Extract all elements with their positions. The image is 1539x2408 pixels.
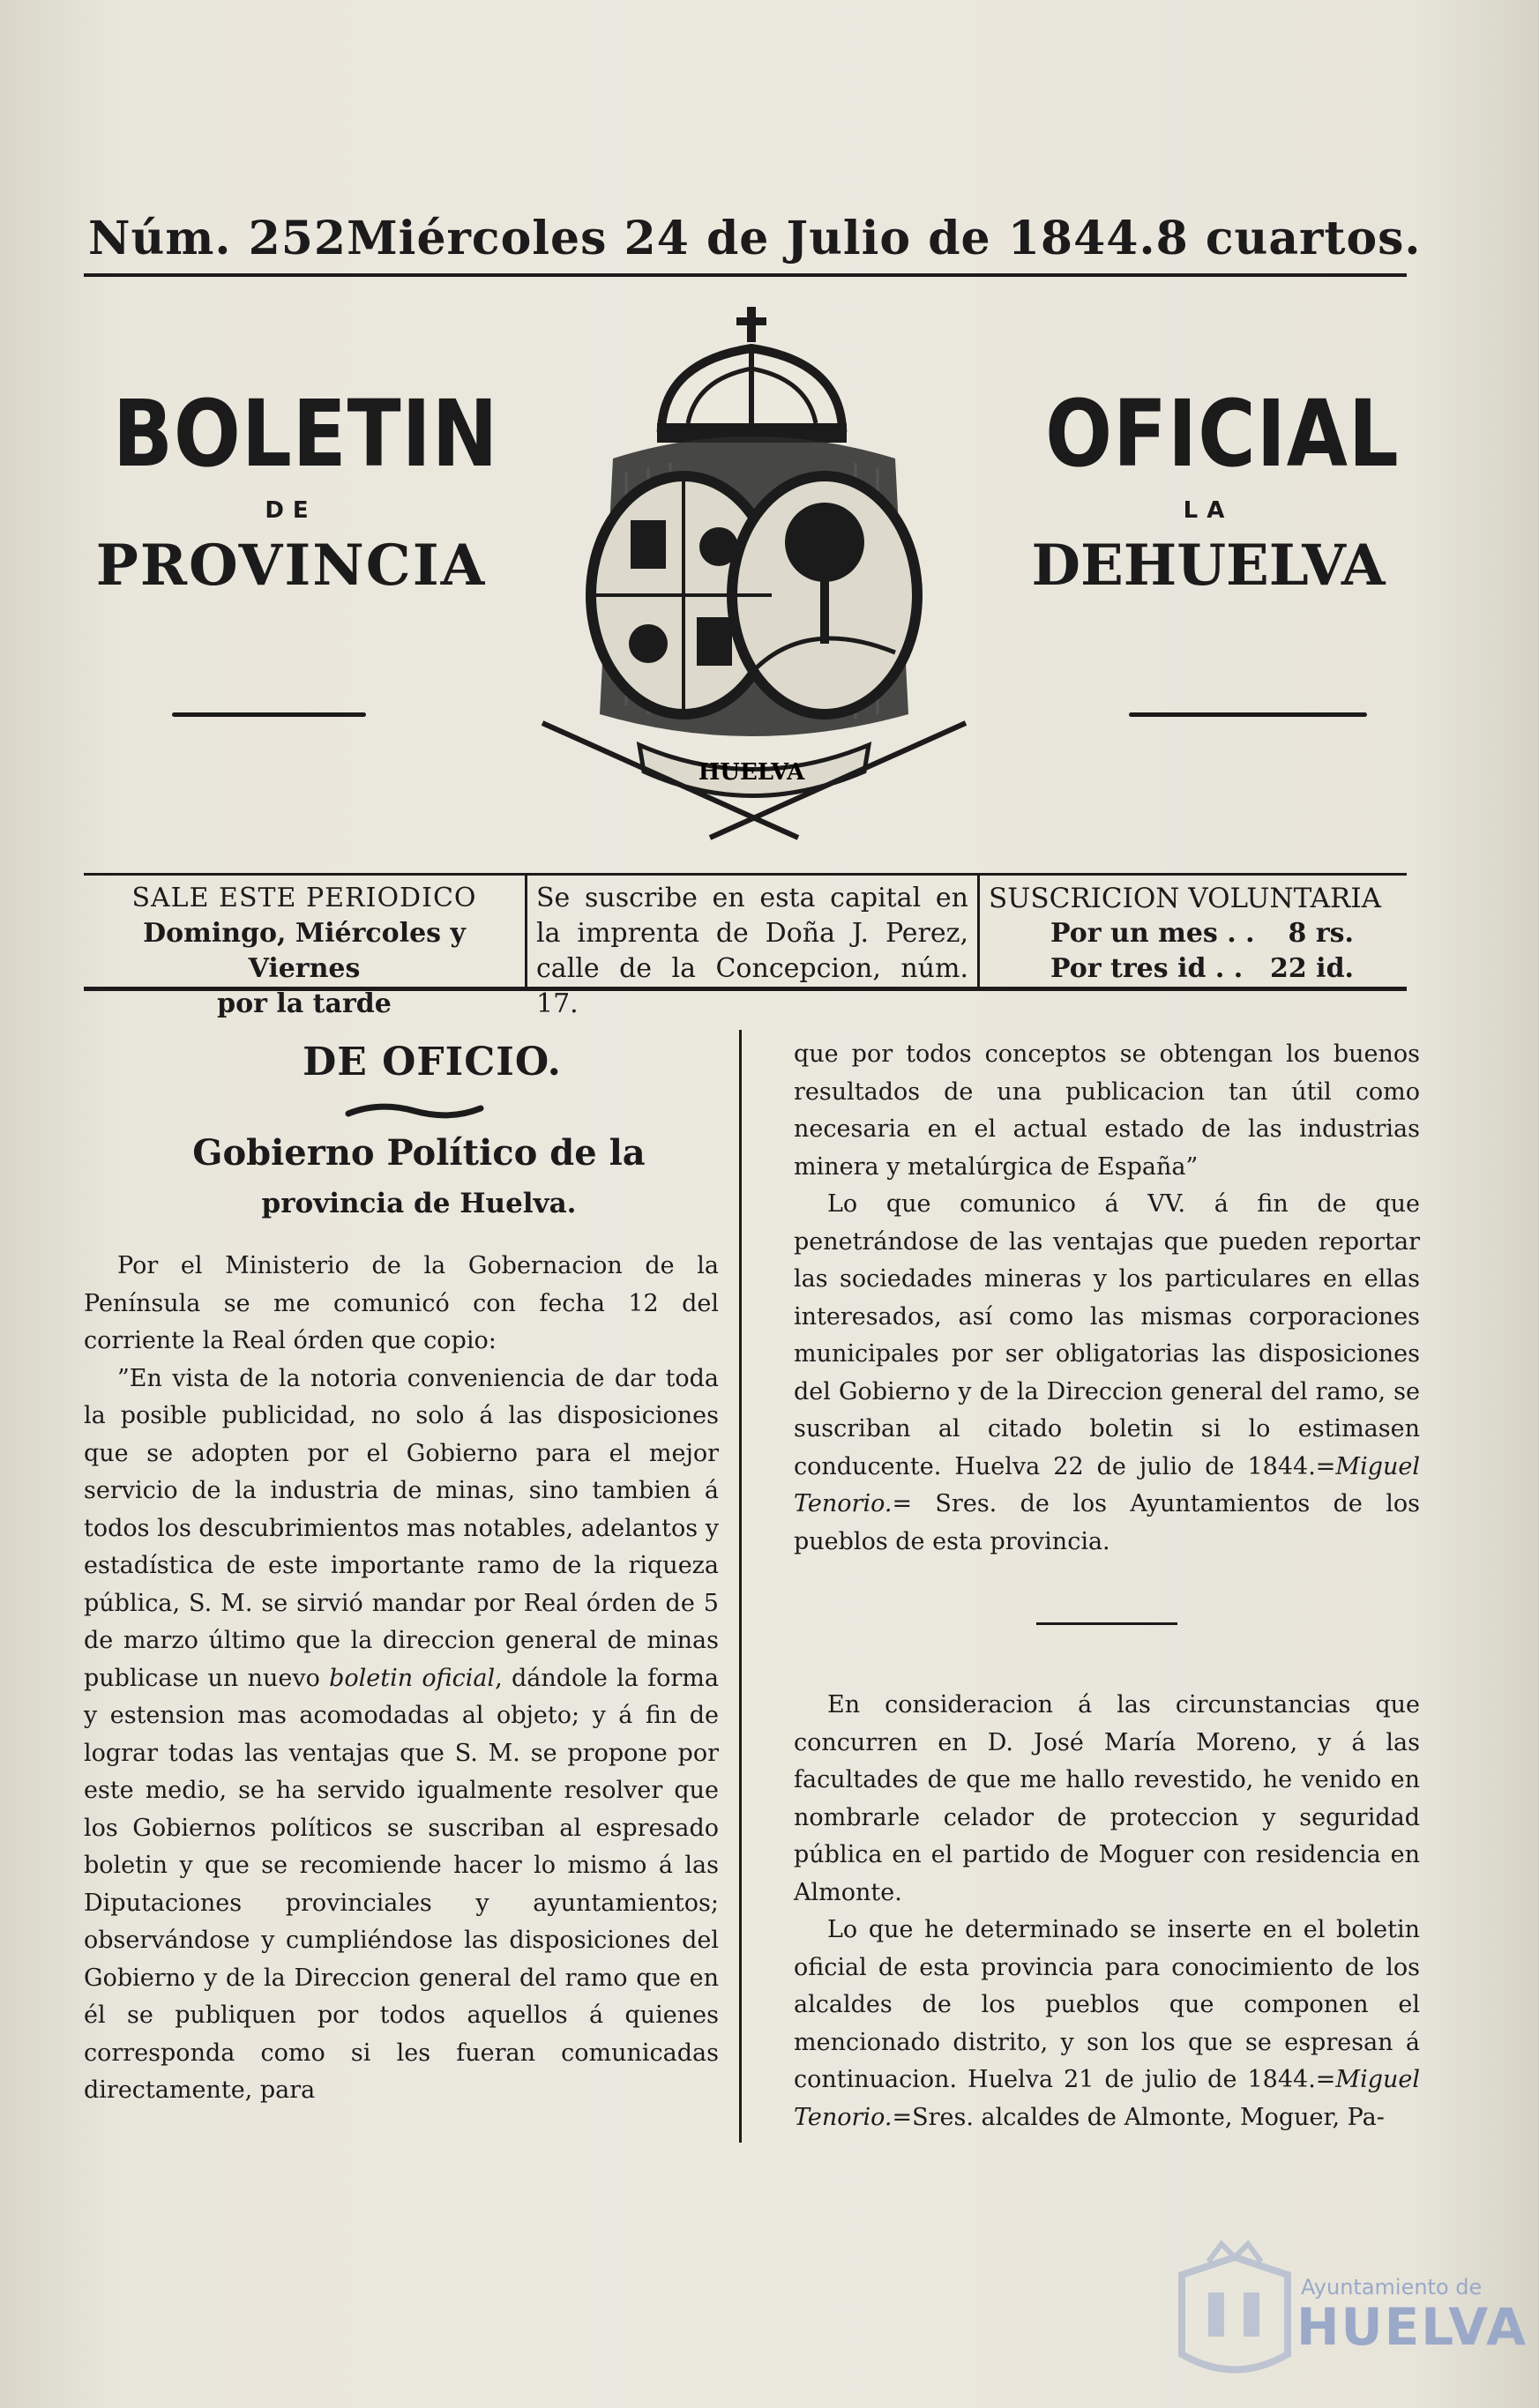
issue-date: Miércoles 24 de Julio de 1844. [347,212,1156,265]
price-value-three: 22 id. [1269,953,1354,984]
price-row-month [989,916,1407,951]
paragraph-2 [84,1361,719,2110]
masthead-word-boletin: BOLETIN [112,380,499,488]
paragraph-2-italic: boletin oficial [329,1664,496,1692]
paragraph-4-italic: Miguel Tenorio. [794,1452,1420,1517]
masthead-right [1019,380,1400,599]
article-heading: Gobierno Político de la [192,1132,646,1174]
paragraph-4-end: = Sres. de los Ayuntamientos de los pueblos de esta provincia. [794,1490,1420,1555]
paragraph-2-end: , dándole la forma y estension mas acomodadas al objeto; y á fin de lograr todas las ventajas que S. M. se propone por este medio, se ha servido igualmente resolver que los Gobiernos políticos se suscriban al espresado boletin y que se recomiende hacer lo mismo á las Diputaciones provinciales y ayuntamientos; observándose y cumpliéndose las disposiciones del Gobierno y de la Direccion general del ramo que en él se publiquen por todos aquellos á quienes corresponda como si les fueran comunicadas directamente, para [84,1664,720,2104]
dateline [88,212,1422,265]
dateline-rule [84,273,1407,277]
masthead-word-oficial: OFICIAL [1045,380,1400,488]
paragraph-4-text: Lo que comunico á VV. á fin de que penetrándose de las ventajas que pueden reportar las sociedades mineras y los particulares en ellas interesados, así como las mismas corporaciones municipales por ser obligatorias las disposiciones del Gobierno y de la Direccion general del ramo, se suscriban al citado boletin si lo estimasen conducente. Huelva 22 de julio de 1844.= [794,1190,1420,1480]
masthead-word-provincia: PROVINCIA [95,533,487,599]
watermark-line-2: HUELVA [1296,2297,1528,2357]
subscription-box [84,873,1407,1019]
price-label-month: Por un mes . . [1050,918,1255,949]
paragraph-1: Por el Ministerio de la Gobernacion de la Península se me comunicó con fecha 12 del corriente la Real órden que copio: [84,1252,719,1354]
separator-rule [1036,1622,1177,1625]
subscription-where: Se suscribe en esta capital en la imprenta de Doña J. Perez, calle de la Concepcion, núm. 17. [527,876,980,987]
ornament-icon [344,1101,485,1121]
masthead-word-de: DE [265,497,318,524]
article-subheading: provincia de Huelva. [261,1188,577,1219]
crest-ribbon-text: HUELVA [698,759,805,786]
crest-icon [507,300,1001,846]
paragraph-3: que por todos conceptos se obtengan los buenos resultados de una publicacion tan útil como necesaria en el actual estado de las industrias minera y metalúrgica de España” [794,1040,1420,1181]
masthead-word-dehuelva: DEHUELVA [1031,533,1386,599]
schedule-time: por la tarde [217,988,392,1019]
publication-schedule [84,876,527,1019]
paragraph-6-text: Lo que he determinado se inserte en el boletin oficial de esta provincia para conocimiento de los alcaldes de los pueblos que componen el mencionado distrito, y son los que se espresan á continuacion. Huelva 21 de julio de 1844.= [794,1916,1420,2093]
issue-price: 8 cuartos. [1155,212,1422,265]
left-column [84,1036,719,2110]
masthead-left [84,380,499,599]
masthead-rule-right [1129,712,1367,717]
price-row-three [989,951,1407,987]
column-divider [739,1030,742,2143]
section-title: DE OFICIO. [303,1040,562,1085]
paragraph-6-end: =Sres. alcaldes de Almonte, Moguer, Pa- [892,2103,1385,2131]
watermark-line-1: Ayuntamiento de [1301,2275,1483,2300]
paragraph-6-italic: Miguel Tenorio. [794,2066,1420,2131]
price-value-month: 8 rs. [1288,918,1354,949]
paragraph-4 [794,1186,1420,1561]
schedule-days: Domingo, Miércoles y Viernes [143,918,466,984]
paragraph-2-text: ”En vista de la notoria conveniencia de dar toda la posible publicidad, no solo á las disposiciones que se adopten por el Gobierno para el mejor servicio de la industria de minas, sino tambien á todos los descubrimientos mas notables, adelantos y estadística de este importante ramo de la riqueza pública, S. M. se sirvió mandar por Real órden de 5 de marzo último que la direccion general de minas publicase un nuevo [84,1364,719,1692]
masthead-word-la: LA [1183,497,1234,524]
voluntary-head: SUSCRICION VOLUNTARIA [989,883,1382,914]
right-column [794,1036,1420,2136]
price-label-three: Por tres id . . [1050,953,1244,984]
paragraph-5: En consideracion á las circunstancias que concurren en D. José María Moreno, y á las facultades de que me hallo revestido, he venido en nombrarle celador de proteccion y seguridad pública en el partido de Moguer con residencia en Almonte. [794,1691,1420,1906]
issue-number: Núm. 252 [88,212,347,265]
masthead-rule-left [172,712,366,717]
voluntary-subscription [980,876,1407,987]
schedule-head: SALE ESTE PERIODICO [131,883,477,913]
paragraph-6 [794,1912,1420,2136]
